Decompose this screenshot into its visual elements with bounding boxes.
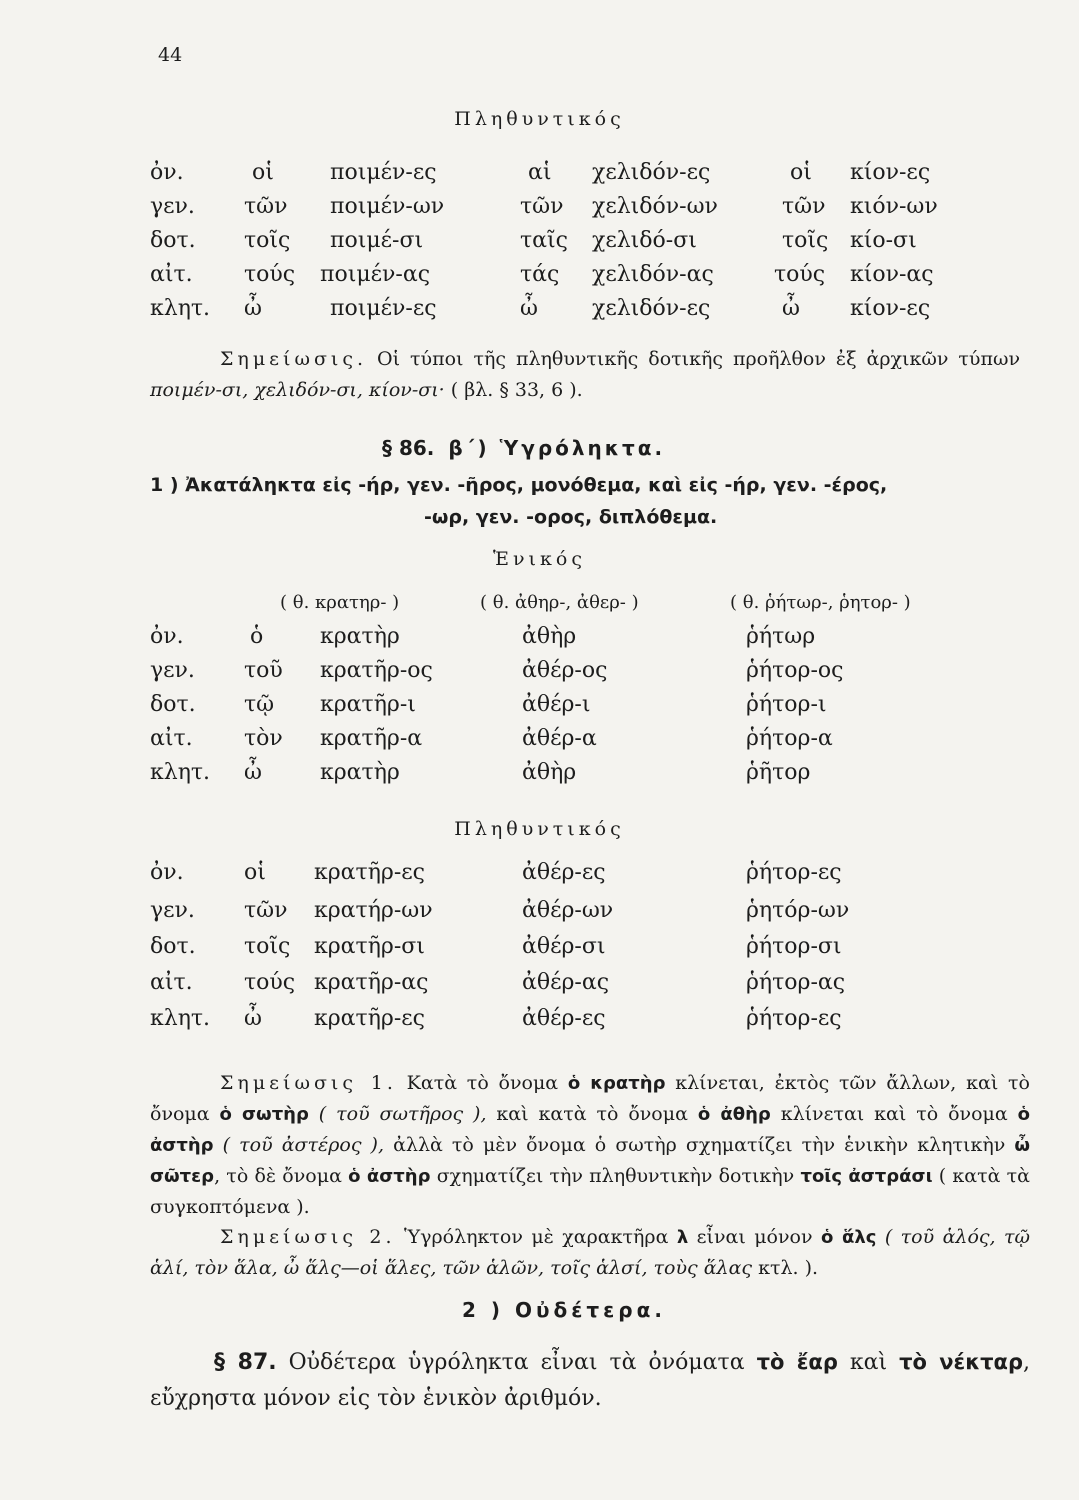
page-number: 44 bbox=[158, 44, 183, 66]
subsection-2-heading: 2 ) Οὐδέτερα. bbox=[462, 1298, 666, 1322]
note-3: Σημείωσις 2. Ὑγρόληκτον μὲ χαρακτῆρα λ εἶναι μόνον ὁ ἅλς ( τοῦ ἁλός, τῷ ἁλί, τὸν ἅλα, ὦ ἅλς—οἱ ἅλες, τῶν ἁλῶν, τοῖς ἁλσί, τοὺς ἅλας κτλ. ). bbox=[150, 1226, 1030, 1279]
section-87: § 87. Οὐδέτερα ὑγρόληκτα εἶναι τὰ ὀνόματα τὸ ἔαρ καὶ τὸ νέκταρ, εὔχρηστα μόνον εἰς τὸν ἑνικὸν ἀριθμόν. bbox=[150, 1350, 1030, 1411]
book-page: 44 Πληθυντικός ὀν. οἱ ποιμέν-ες αἱ χελιδόν-ες οἱ κίον-ες γεν. τῶν ποιμέν-ων τῶν χελιδόν-ων τῶν κιόν-ων δοτ. τοῖς ποιμέ-σι ταῖς χελιδό-σι τοῖς κίο-σι αἰτ. τούς ποιμέν-ας τάς χελιδόν-ας τούς κίον-ας κλητ. ὦ ποιμέν-ες ὦ χελιδόν-ες ὦ κίον-ες Σημείωσις. Οἱ τύποι τῆς πληθυντικῆς δοτικῆς προῆλθον ἐξ ἀρχικῶν τύπων ποιμέν-σι, χελιδόν-σι, κίον-σι· ( βλ. § 33, 6 ). § 86. β΄) Ὑγρόληκτα. 1 ) Ἀκατάληκτα εἰς -ήρ, γεν. -ῆρος, μονόθεμα, καὶ εἰς -ήρ, γεν. -έρος, -ωρ, γεν. -ορος, διπλόθεμα. Ἑνικός ( θ. κρατηρ- ) ( θ. ἀθηρ-, ἀθερ- ) ( θ. ῥήτωρ-, ῥητορ- ) ὀν. ὁ κρατὴρ ἀθὴρ ῥήτωρ γεν. τοῦ κρατῆρ-ος ἀθέρ-ος ῥήτορ-ος δοτ. τῷ κρατῆρ-ι ἀθέρ-ι ῥήτορ-ι αἰτ. τὸν κρατῆρ-α ἀθέρ-α ῥήτορ-α κλητ. ὦ κρατὴρ ἀθὴρ ῥῆτορ Πληθυντικός ὀν. οἱ κρατῆρ-ες ἀθέρ-ες ῥήτορ-ες γεν. τῶν κρατήρ-ων ἀθέρ-ων ῥητόρ-ων δοτ. τοῖς κρατῆρ-σι ἀθέρ-σι ῥήτορ-σι αἰτ. τούς κρατῆρ-ας ἀθέρ-ας ῥήτορ-ας κλητ. ὦ κρατῆρ-ες ἀθέρ-ες ῥήτορ-ες Σημείωσις 1. Κατὰ τὸ ὄνομα ὁ κρατὴρ κλίνεται, ἐκτὸς τῶν ἄλλων, καὶ τὸ ὄνομα ὁ σωτὴρ ( τοῦ σωτῆρος ), καὶ κατὰ τὸ ὄνομα ὁ ἀθὴρ κλίνεται καὶ τὸ ὄνομα ὁ ἀστὴρ ( τοῦ ἀστέρος ), ἀλλὰ τὸ μὲν ὄνομα ὁ σωτὴρ σχηματίζει τὴν ἑνικὴν κλητικὴν ὦ σῶτερ, τὸ δὲ ὄνομα ὁ ἀστὴρ σχηματίζει τὴν πληθυντικὴν δοτικὴν τοῖς ἀστράσι ( κατὰ τὰ συγκοπτόμενα ). Σημείωσις 2. Ὑγρόληκτον μὲ χαρακτῆρα λ εἶναι μόνον ὁ ἅλς ( τοῦ ἁλός, τῷ ἁλί, τὸν ἅλα, ὦ ἅλς—οἱ ἅλες, τῶν ἁλῶν, τοῖς ἁλσί, τοὺς ἅλας κτλ. ). 2 ) Οὐδέτερα. § 87. Οὐδέτερα ὑγρόληκτα εἶναι τὰ ὀνόματα τὸ ἔαρ καὶ τὸ νέκταρ, εὔχρηστα μόνον εἰς τὸν ἑνικὸν ἀριθμόν. bbox=[0, 0, 1079, 1500]
note-1: Σημείωσις. Οἱ τύποι τῆς πληθυντικῆς δοτικῆς προῆλθον ἐξ ἀρχικῶν τύπων ποιμέν-σι, χελιδόν-σι, κίον-σι· ( βλ. § 33, 6 ). bbox=[150, 348, 1020, 401]
note-2: Σημείωσις 1. Κατὰ τὸ ὄνομα ὁ κρατὴρ κλίνεται, ἐκτὸς τῶν ἄλλων, καὶ τὸ ὄνομα ὁ σωτὴρ ( τοῦ σωτῆρος ), καὶ κατὰ τὸ ὄνομα ὁ ἀθὴρ κλίνεται καὶ τὸ ὄνομα ὁ ἀστὴρ ( τοῦ ἀστέρος ), ἀλλὰ τὸ μὲν ὄνομα ὁ σωτὴρ σχηματίζει τὴν ἑνικὴν κλητικὴν ὦ σῶτερ, τὸ δὲ ὄνομα ὁ ἀστὴρ σχηματίζει τὴν πληθυντικὴν δοτικὴν τοῖς ἀστράσι ( κατὰ τὰ συγκοπτόμενα ). bbox=[150, 1072, 1031, 1218]
plural-heading-1: Πληθυντικός bbox=[454, 108, 625, 130]
subsection-1-line2: -ωρ, γεν. -ορος, διπλόθεμα. bbox=[424, 506, 718, 528]
subsection-1-line1: 1 ) Ἀκατάληκτα εἰς -ήρ, γεν. -ῆρος, μονόθεμα, καὶ εἰς -ήρ, γεν. -έρος, bbox=[150, 474, 888, 496]
singular-heading: Ἑνικός bbox=[493, 548, 586, 570]
section-86-heading: § 86. β΄) Ὑγρόληκτα. bbox=[382, 436, 666, 460]
plural-heading-2: Πληθυντικός bbox=[454, 818, 625, 840]
